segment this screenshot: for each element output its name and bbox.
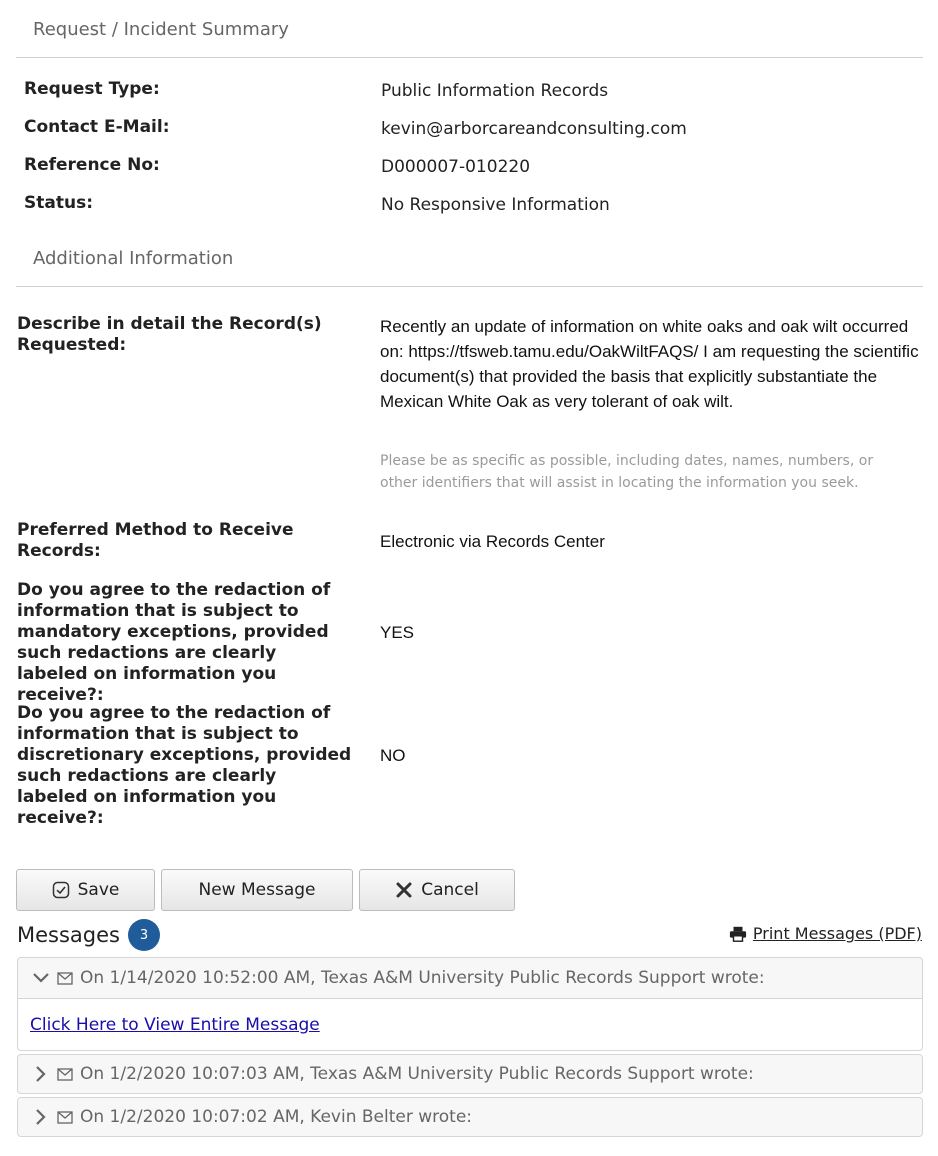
summary-header-text: Request / Incident Summary [33,19,289,40]
contact-email-label: Contact E-Mail: [24,117,170,137]
messages-title-text: Messages [17,923,120,947]
records-requested-label: Describe in detail the Record(s) Requested: [17,314,322,355]
contact-email-value: kevin@arborcareandconsulting.com [381,119,687,139]
chevron-down-icon [32,969,50,987]
message-header-text-3: On 1/2/2020 10:07:02 AM, Kevin Belter wrote: [80,1107,473,1127]
envelope-icon [56,1108,74,1126]
request-type-label: Request Type: [24,79,160,99]
reference-no-value: D000007-010220 [381,157,531,177]
preferred-method-label: Preferred Method to Receive Records: [17,520,294,561]
records-help-text: Please be as specific as possible, including dates, names, numbers, or other identifiers that will assist in locating the information you seek. [380,453,874,491]
cancel-button[interactable] [359,869,515,911]
chevron-right-icon [32,1065,50,1083]
save-button-label: Save [77,880,120,900]
summary-header [16,16,923,58]
printer-icon [729,925,747,943]
records-requested-value: Recently an update of information on white oaks and oak wilt occurred on: https://tfsweb.tamu.edu/OakWiltFAQS/ I am requesting the scientific document(s) that provided the basis that explicitly substantiate the Mexican White Oak as very tolerant of oak wilt. [380,317,919,411]
request-type-value: Public Information Records [381,81,609,101]
new-message-button[interactable] [161,869,353,911]
new-message-button-label: New Message [198,880,316,900]
status-value: No Responsive Information [381,195,610,215]
close-icon [395,881,413,899]
cancel-button-label: Cancel [421,880,479,900]
message-header-text-2: On 1/2/2020 10:07:03 AM, Texas A&M University Public Records Support wrote: [80,1064,754,1084]
message-header-1[interactable] [17,957,923,999]
save-button[interactable] [16,869,155,911]
envelope-icon [56,1065,74,1083]
mandatory-redaction-label: Do you agree to the redaction of information that is subject to mandatory exceptions, provided such redactions are clearly labeled on information you receive?: [17,580,331,705]
check-circle-icon [52,881,70,899]
additional-header [16,245,923,287]
message-body-1 [17,999,923,1051]
chevron-right-icon [32,1108,50,1126]
print-messages-label: Print Messages (PDF) [752,924,922,943]
messages-count-badge: 3 [128,919,160,951]
preferred-method-value: Electronic via Records Center [380,532,605,551]
mandatory-redaction-value: YES [380,623,415,642]
messages-title [17,920,160,950]
status-label: Status: [24,193,93,213]
additional-header-text: Additional Information [33,248,234,269]
print-messages-link[interactable] [729,924,922,943]
discretionary-redaction-value: NO [380,746,406,765]
reference-no-label: Reference No: [24,155,160,175]
view-entire-message-link[interactable]: Click Here to View Entire Message [30,1015,320,1035]
message-header-2[interactable] [17,1054,923,1094]
discretionary-redaction-label: Do you agree to the redaction of information that is subject to discretionary exceptions, provided such redactions are clearly labeled on information you receive?: [17,703,352,828]
message-header-text-1: On 1/14/2020 10:52:00 AM, Texas A&M University Public Records Support wrote: [80,968,765,988]
message-header-3[interactable] [17,1097,923,1137]
envelope-icon [56,969,74,987]
